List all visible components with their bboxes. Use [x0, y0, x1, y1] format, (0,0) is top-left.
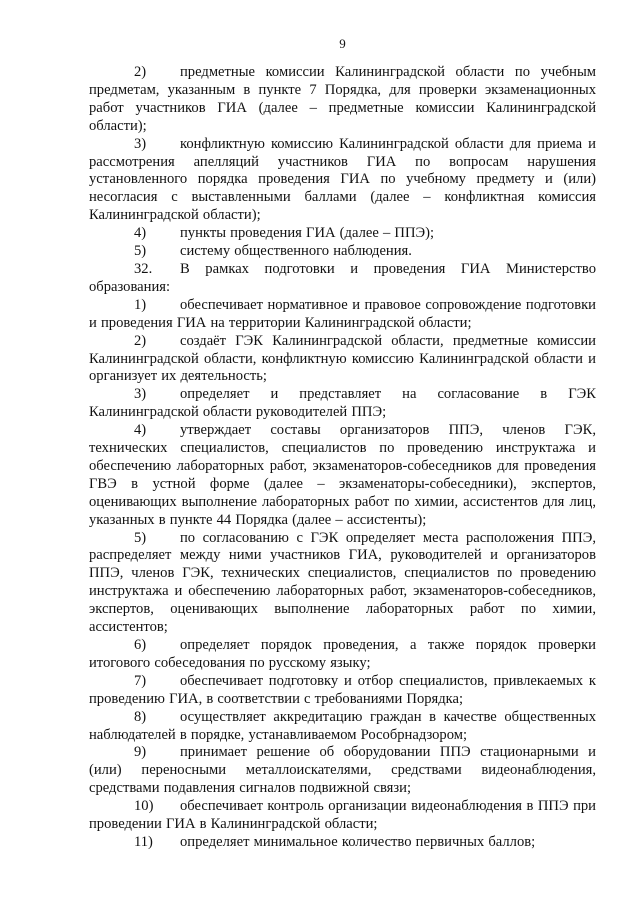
item-text: осуществляет аккредитацию граждан в качестве общественных наблюдателей в порядке, устанавливаемом Рособрнадзором; — [89, 708, 596, 743]
list-item — [89, 744, 596, 798]
list-item — [89, 386, 596, 422]
item-text: обеспечивает подготовку и отбор специалистов, привлекаемых к проведению ГИА, в соответствии с требованиями Порядка; — [89, 672, 596, 707]
item-text: утверждает составы организаторов ППЭ, членов ГЭК, технических специалистов, специалистов по проведению инструктажа и обеспечению лабораторных работ, экзаменаторов-собеседников для проведения ГВЭ в устной форме (далее – экзаменаторы-собеседники), экспертов, оценивающих выполнение лабораторных работ по химии, ассистентов для лиц, указанных в пункте 44 Порядка (далее – ассистенты); — [89, 422, 596, 528]
list-item — [89, 333, 596, 387]
item-text: по согласованию с ГЭК определяет места расположения ППЭ, распределяет между ними участников ГИА, руководителей и организаторов ППЭ, членов ГЭК, технических специалистов, специалистов по проведению инструктажа и обеспечению лабораторных работ, экзаменаторов-собеседников, экспертов, оценивающих выполнение лабораторных работ по химии, ассистентов; — [89, 529, 596, 636]
item-number: 6) — [134, 637, 147, 653]
item-text: определяет минимальное количество первичных баллов; — [180, 833, 536, 850]
item-text: обеспечивает нормативное и правовое сопровождение подготовки и проведения ГИА на территории Калининградской области; — [89, 296, 596, 331]
item-number: 7) — [134, 672, 147, 689]
list-item — [89, 530, 596, 637]
item-number: 11) — [134, 833, 153, 850]
list-item — [89, 297, 596, 333]
item-text: конфликтную комиссию Калининградской области для приема и рассмотрения апелляций участников ГИА по вопросам нарушения установленного порядка проведения ГИА по учебному предмету и (или) несогласия с выставленными баллами (далее – конфликтная комиссия Калининградской области); — [89, 135, 596, 224]
list-item — [89, 64, 596, 136]
item-number: 8) — [134, 708, 147, 725]
section-number: 32. — [134, 260, 153, 277]
list-item — [89, 709, 596, 745]
list-item — [89, 243, 596, 261]
item-number: 2) — [134, 332, 147, 349]
item-text: создаёт ГЭК Калининградской области, предметные комиссии Калининградской области, конфликтную комиссию Калининградской области и организует их деятельность; — [89, 332, 596, 385]
item-text: принимает решение об оборудовании ППЭ стационарными и (или) переносными металлоискателями, средствами видеонаблюдения, средствами подавления сигналов подвижной связи; — [89, 744, 596, 797]
list-item — [89, 136, 596, 226]
list-item — [89, 673, 596, 709]
item-number: 3) — [134, 135, 147, 152]
item-number: 5) — [134, 529, 147, 546]
section-paragraph — [89, 261, 596, 297]
list-item — [89, 637, 596, 673]
item-number: 10) — [134, 798, 154, 815]
item-text: В рамках подготовки и проведения ГИА Министерство образования: — [89, 260, 596, 295]
item-text: предметные комиссии Калининградской области по учебным предметам, указанным в пункте 7 Порядка, для проверки экзаменационных работ участников ГИА (далее – предметные комиссии Калининградской области); — [89, 64, 596, 134]
list-item — [89, 225, 596, 243]
item-text: пункты проведения ГИА (далее – ППЭ); — [180, 225, 435, 242]
item-text: обеспечивает контроль организации видеонаблюдения в ППЭ при проведении ГИА в Калининградской области; — [89, 798, 596, 833]
item-text: определяет и представляет на согласование в ГЭК Калининградской области руководителей ППЭ; — [89, 386, 596, 421]
item-number: 2) — [134, 64, 147, 80]
item-number: 9) — [134, 744, 147, 761]
item-text: систему общественного наблюдения. — [180, 243, 412, 260]
list-item — [89, 422, 596, 529]
page-number: 9 — [339, 36, 346, 51]
item-number: 3) — [134, 386, 147, 403]
item-text: определяет порядок проведения, а также порядок проверки итогового собеседования по русскому языку; — [89, 637, 596, 671]
list-item — [89, 798, 596, 834]
list-item — [89, 834, 596, 852]
item-number: 4) — [134, 422, 147, 439]
item-number: 5) — [134, 243, 147, 260]
item-number: 1) — [134, 296, 147, 313]
item-number: 4) — [134, 225, 147, 242]
